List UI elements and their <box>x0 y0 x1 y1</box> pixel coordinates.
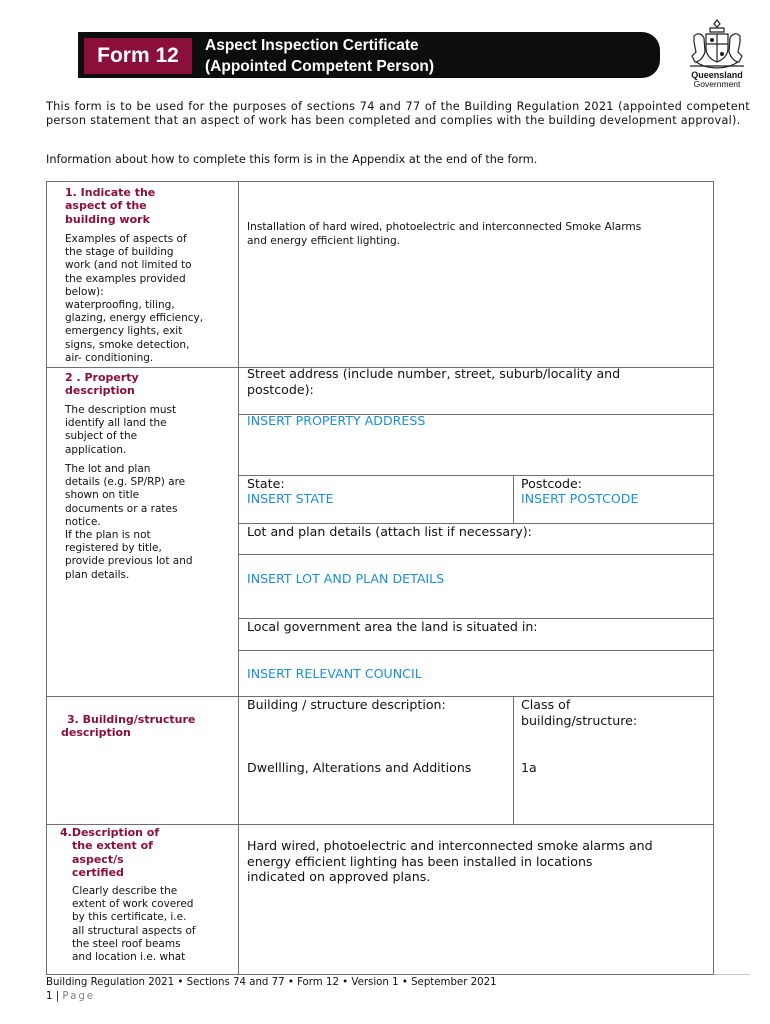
section-1-help: Examples of aspects of the stage of building work (and not limited to the examples provided below): waterproofing, tiling, glazing, energy efficiency, emergency lights, exit signs, smoke detection, air- conditioning. <box>65 233 204 364</box>
page-number <box>46 990 95 1003</box>
local-government-field[interactable]: INSERT RELEVANT COUNCIL <box>247 666 422 681</box>
section-2-help-description: The description must identify all land the subject of the application. <box>65 404 177 456</box>
section-2-help-lot-plan: The lot and plan details (e.g. SP/RP) are shown on title documents or a rates notice. If the plan is not registered by title, provide previous lot and plan details. <box>65 463 193 581</box>
street-address-field[interactable]: INSERT PROPERTY ADDRESS <box>247 413 426 428</box>
form-title-line-1: Aspect Inspection Certificate <box>205 37 419 54</box>
aspect-of-work-value[interactable]: Installation of hard wired, photoelectric and interconnected Smoke Alarms and energy efficient lighting. <box>247 221 642 247</box>
page-number-value: 1 <box>46 991 53 1002</box>
street-address-label: Street address (include number, street, suburb/locality and postcode): <box>247 366 621 397</box>
form-table <box>46 181 714 975</box>
intro-info-text: Information about how to complete this form is in the Appendix at the end of the form. <box>46 153 538 166</box>
section-4-label: 4.Description of the extent of aspect/s certified <box>60 826 160 880</box>
lot-plan-label: Lot and plan details (attach list if necessary): <box>247 524 532 539</box>
footer-rule <box>714 974 750 975</box>
extent-of-aspect-value[interactable]: Hard wired, photoelectric and interconnected smoke alarms and energy efficient lighting has been installed in locations indicated on approved plans. <box>247 838 653 884</box>
form-title <box>205 35 434 77</box>
building-class-value[interactable]: 1a <box>521 760 537 775</box>
section-4-help: Clearly describe the extent of work covered by this certificate, i.e. all structural aspects of the steel roof beams and location i.e. what <box>72 885 196 964</box>
building-class-label: Class of building/structure: <box>521 697 638 728</box>
page-word: Page <box>62 991 96 1002</box>
logo-name: Queensland <box>691 70 743 80</box>
postcode-label: Postcode: <box>521 476 582 491</box>
lot-plan-field[interactable]: INSERT LOT AND PLAN DETAILS <box>247 571 445 586</box>
section-2-label: 2 . Property description <box>65 371 139 398</box>
logo-subtitle: Government <box>693 79 741 89</box>
local-government-label: Local government area the land is situated in: <box>247 619 538 634</box>
queensland-crest-logo <box>686 18 748 70</box>
state-field[interactable]: INSERT STATE <box>247 491 334 506</box>
building-description-value[interactable]: Dwellling, Alterations and Additions <box>247 760 472 775</box>
footer-text: Building Regulation 2021 • Sections 74 and 77 • Form 12 • Version 1 • September 2021 <box>46 977 497 988</box>
building-description-label: Building / structure description: <box>247 697 446 712</box>
form-number-badge: Form 12 <box>84 38 192 74</box>
postcode-field[interactable]: INSERT POSTCODE <box>521 491 639 506</box>
state-label: State: <box>247 476 285 491</box>
form-title-line-2: (Appointed Competent Person) <box>205 58 435 75</box>
intro-purpose-text: This form is to be used for the purposes of sections 74 and 77 of the Building Regulation 2021 (appointed competent person statement that an aspect of work has been completed and complies with the building development approval). <box>46 100 750 127</box>
section-3-label: 3. Building/structure description <box>61 713 196 740</box>
section-1-label: 1. Indicate the aspect of the building work <box>65 186 156 226</box>
page-separator: | <box>52 991 63 1002</box>
